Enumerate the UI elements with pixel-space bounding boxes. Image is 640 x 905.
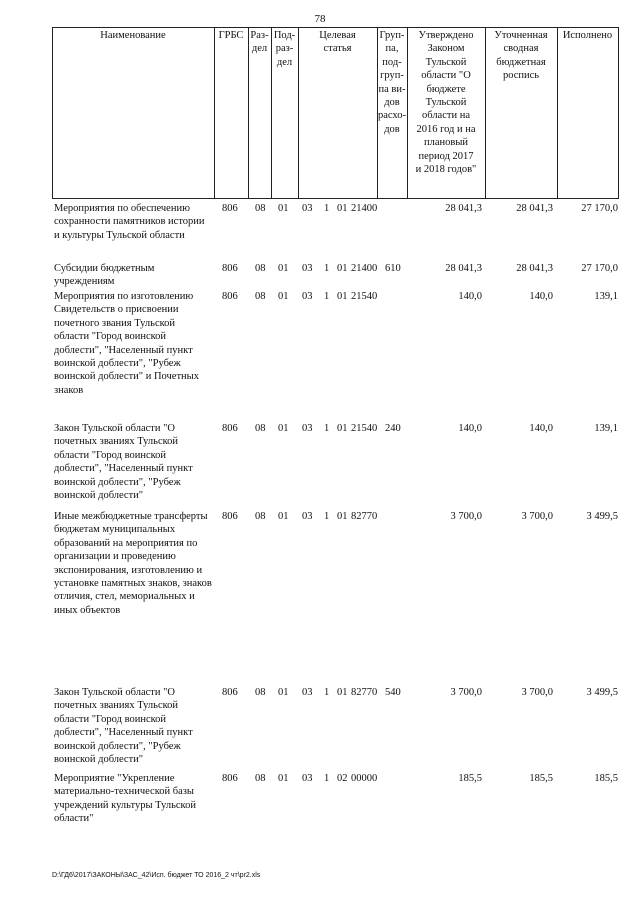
- cell-executed: 139,1: [594, 423, 618, 434]
- cell-cs3: 01: [337, 291, 348, 302]
- cell-grbs: 806: [222, 773, 238, 784]
- cell-rz: 08: [255, 773, 266, 784]
- header-razdel: Раз- дел: [250, 30, 269, 55]
- cell-cs3: 01: [337, 263, 348, 274]
- header-target-article: Целевая статья: [319, 30, 356, 55]
- header-grbs: ГРБС: [218, 30, 244, 41]
- cell-revised: 140,0: [529, 423, 553, 434]
- cell-cs2: 1: [324, 773, 330, 784]
- row-name: Субсидии бюджетным учреждениям: [54, 263, 155, 288]
- cell-cs4: 21400: [351, 203, 378, 214]
- cell-approved: 3 700,0: [450, 511, 482, 522]
- header-approved: Утверждено Законом Тульской области "О бюджете Тульской области на 2016 год и на плановый период 2017 и 2018 годов": [415, 30, 477, 176]
- cell-cs4: 82770: [351, 511, 378, 522]
- cell-cs4: 82770: [351, 687, 378, 698]
- cell-rz: 08: [255, 423, 266, 434]
- cell-revised: 28 041,3: [516, 203, 553, 214]
- cell-revised: 140,0: [529, 291, 553, 302]
- cell-approved: 28 041,3: [445, 263, 482, 274]
- cell-cs4: 21540: [351, 423, 378, 434]
- row-name: Мероприятия по изготовлению Свидетельств о присвоении почетного звания Тульской области "Город воинской доблести", "Населенный пункт воинской доблести", "Рубеж воинской доблести" и Почетных знаков: [54, 291, 199, 396]
- cell-grbs: 806: [222, 291, 238, 302]
- cell-cs3: 01: [337, 687, 348, 698]
- cell-rz: 08: [255, 203, 266, 214]
- cell-grbs: 806: [222, 203, 238, 214]
- cell-grbs: 806: [222, 687, 238, 698]
- header-name: Наименование: [100, 30, 166, 41]
- cell-approved: 28 041,3: [445, 203, 482, 214]
- cell-pr: 01: [278, 203, 289, 214]
- cell-executed: 3 499,5: [586, 687, 618, 698]
- cell-cs3: 02: [337, 773, 348, 784]
- cell-approved: 140,0: [458, 423, 482, 434]
- cell-vr: 240: [385, 423, 401, 434]
- cell-revised: 3 700,0: [521, 687, 553, 698]
- cell-revised: 3 700,0: [521, 511, 553, 522]
- cell-approved: 3 700,0: [450, 687, 482, 698]
- cell-grbs: 806: [222, 423, 238, 434]
- cell-pr: 01: [278, 263, 289, 274]
- cell-vr: 610: [385, 263, 401, 274]
- header-podrazdel: Под- раз- дел: [273, 30, 296, 68]
- cell-cs2: 1: [324, 423, 330, 434]
- cell-revised: 28 041,3: [516, 263, 553, 274]
- page-number: 78: [314, 13, 326, 25]
- cell-pr: 01: [278, 291, 289, 302]
- cell-cs1: 03: [302, 203, 313, 214]
- cell-approved: 140,0: [458, 291, 482, 302]
- cell-executed: 27 170,0: [581, 263, 618, 274]
- cell-pr: 01: [278, 773, 289, 784]
- cell-cs4: 21540: [351, 291, 378, 302]
- cell-executed: 139,1: [594, 291, 618, 302]
- cell-executed: 3 499,5: [586, 511, 618, 522]
- row-name: Мероприятия по обеспечению сохранности памятников истории и культуры Тульской области: [54, 203, 205, 241]
- cell-cs2: 1: [324, 291, 330, 302]
- header-revised: Уточненная сводная бюджетная роспись: [494, 30, 548, 82]
- cell-rz: 08: [255, 291, 266, 302]
- cell-cs2: 1: [324, 511, 330, 522]
- cell-pr: 01: [278, 423, 289, 434]
- cell-approved: 185,5: [458, 773, 482, 784]
- file-path-footer: D:\ГД6\2017\ЗАКОНЫ\ЗАС_42\Исп. бюджет ТО 2016_2 чт\pr2.xls: [52, 872, 261, 879]
- row-name: Закон Тульской области "О почетных званиях Тульской области "Город воинской доблести", "Населенный пункт воинской доблести", "Рубеж воинской доблести": [54, 423, 193, 502]
- cell-cs1: 03: [302, 511, 313, 522]
- cell-cs4: 21400: [351, 263, 378, 274]
- header-executed: Исполнено: [562, 30, 613, 41]
- cell-grbs: 806: [222, 511, 238, 522]
- cell-cs1: 03: [302, 687, 313, 698]
- cell-grbs: 806: [222, 263, 238, 274]
- cell-cs1: 03: [302, 263, 313, 274]
- table-header: [52, 27, 619, 199]
- cell-pr: 01: [278, 687, 289, 698]
- header-expense-group: Груп- па, под- груп- па ви- дов расхо- дов: [377, 30, 407, 135]
- row-name: Мероприятие "Укрепление материально-технической базы учреждений культуры Тульской области": [54, 773, 196, 825]
- cell-cs2: 1: [324, 263, 330, 274]
- cell-cs3: 01: [337, 203, 348, 214]
- cell-revised: 185,5: [529, 773, 553, 784]
- cell-executed: 185,5: [594, 773, 618, 784]
- row-name: Иные межбюджетные трансферты бюджетам муниципальных образований на мероприятия по организации и проведению экспонирования, изготовлению и установке памятных знаков, знаков отличия, стел, мемориальных и иных объектов: [54, 511, 212, 616]
- cell-cs3: 01: [337, 511, 348, 522]
- cell-executed: 27 170,0: [581, 203, 618, 214]
- row-name: Закон Тульской области "О почетных званиях Тульской области "Город воинской доблести", "Населенный пункт воинской доблести", "Рубеж воинской доблести": [54, 687, 193, 766]
- cell-cs1: 03: [302, 423, 313, 434]
- cell-rz: 08: [255, 511, 266, 522]
- cell-cs1: 03: [302, 773, 313, 784]
- cell-cs3: 01: [337, 423, 348, 434]
- cell-cs4: 00000: [351, 773, 378, 784]
- cell-rz: 08: [255, 263, 266, 274]
- cell-vr: 540: [385, 687, 401, 698]
- cell-rz: 08: [255, 687, 266, 698]
- cell-cs2: 1: [324, 203, 330, 214]
- cell-pr: 01: [278, 511, 289, 522]
- cell-cs1: 03: [302, 291, 313, 302]
- cell-cs2: 1: [324, 687, 330, 698]
